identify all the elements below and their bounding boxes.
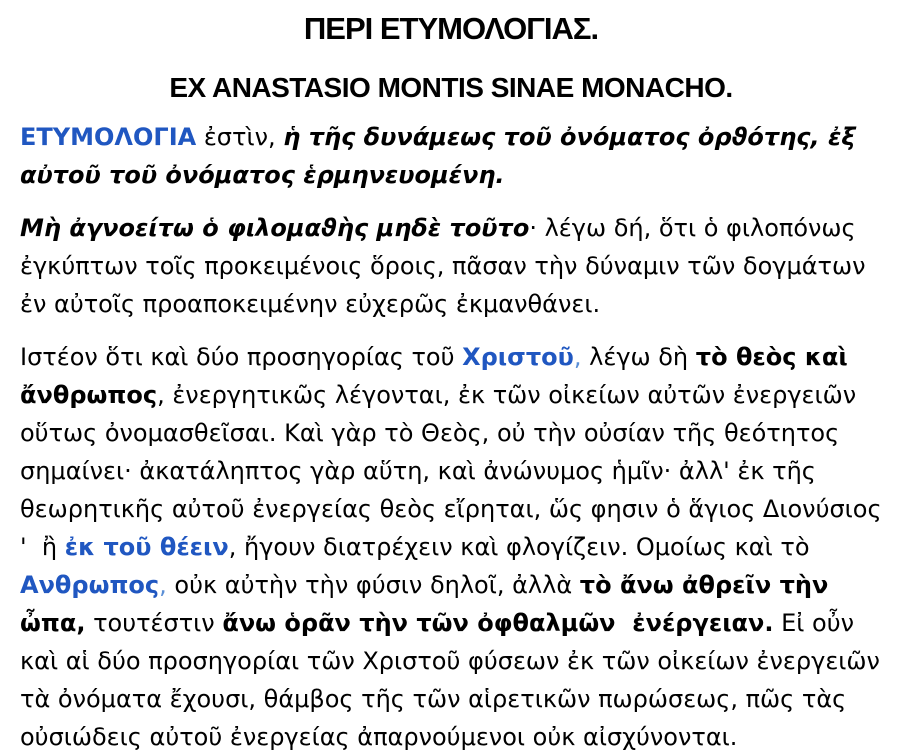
paragraph — [20, 209, 882, 323]
document-subtitle: EX ANASTASIO MONTIS SINAE MONACHO. — [169, 72, 733, 103]
text-run: Εἰ οὖν καὶ αἱ δύο προσηγορίαι τῶν Χριστοῦ φύσεων ἐκ τῶν οἰκείων ἐνεργειῶν τὰ ὀνόματα ἔχουσι, θάμβος τῆς τῶν αἱρετικῶν πωρώσεως, πῶς τὰς οὐσιώδεις αὐτοῦ ἐνεργείας ἀπαρνούμενοι οὐκ αἰσχύνονται. — [20, 609, 888, 751]
text-run: , — [573, 343, 582, 371]
document-body — [20, 118, 890, 756]
text-run: , ἤγουν διατρέχειν καὶ φλογίζειν. Ομοίως καὶ τὸ — [228, 533, 818, 561]
text-run: τὸ θεὸς καὶ ἄνθρωπος — [20, 343, 857, 409]
text-run: Ανθρωπος — [20, 571, 160, 599]
text-run: ἐκ τοῦ θέειν — [64, 533, 229, 561]
text-run: τουτέστιν — [85, 609, 223, 637]
text-run: ἐστὶν, — [196, 123, 284, 151]
paragraph — [20, 338, 890, 756]
document-title: ΠΕΡΙ ΕΤΥΜΟΛΟΓΙΑΣ. — [303, 11, 599, 46]
text-run: · λέγω δή, ὅτι ὁ φιλοπόνως ἐγκύπτων τοῖς προκειμένοις ὅροις, πᾶσαν τὴν δύναμιν τῶν δογμάτων ἐν αὐτοῖς προαποκειμένην εὐχερῶς ἐκμανθάνει. — [20, 214, 874, 318]
text-run: ἡ τῆς δυνάμεως τοῦ ὀνόματος ὀρϑότης, ἐξ αὐτοῦ τοῦ ὀνόματος ἑρμηνευομένη. — [20, 123, 864, 189]
text-run: οὐκ αὐτὴν τὴν φύσιν δηλοῖ, ἀλλὰ — [166, 571, 580, 599]
text-run: Χριστοῦ — [462, 343, 574, 371]
text-run: , — [159, 571, 167, 599]
text-run: Ιστέον ὅτι καὶ δύο προσηγορίας τοῦ — [20, 343, 463, 371]
paragraph — [20, 118, 882, 194]
text-run: λέγω δὴ — [581, 343, 696, 371]
text-run: Μὴ ἀγνοείτω ὁ φιλομαϑὴς μηδὲ τοῦτο — [20, 214, 530, 242]
text-run: τὸ ἄνω ἀθρεῖν τὴν ὦπα, — [20, 571, 837, 637]
text-run: ἄνω ὁρᾶν τὴν τῶν ὀφθαλμῶν ἐνέργειαν. — [222, 609, 774, 637]
text-run: ΕΤΥΜΟΛΟΓΙΑ — [20, 123, 197, 151]
text-run: , ἐνεργητικῶς λέγονται, ἐκ τῶν οἰκείων αὐτῶν ἐνεργειῶν οὕτως ὀνομασθεῖσαι. Καὶ γὰρ τὸ Θεὸς, οὐ τὴν οὐσίαν τῆς θεότητος σημαίνει· ἀκατάληπτος γὰρ αὕτη, καὶ ἀνώνυμος ἡμῖν· ἀλλ' ἐκ τῆς θεωρητικῆς αὐτοῦ ἐνεργείας θεὸς εἴρηται, ὥς φησιν ὁ ἅγιος Διονύσιος ' ἢ — [20, 381, 890, 561]
